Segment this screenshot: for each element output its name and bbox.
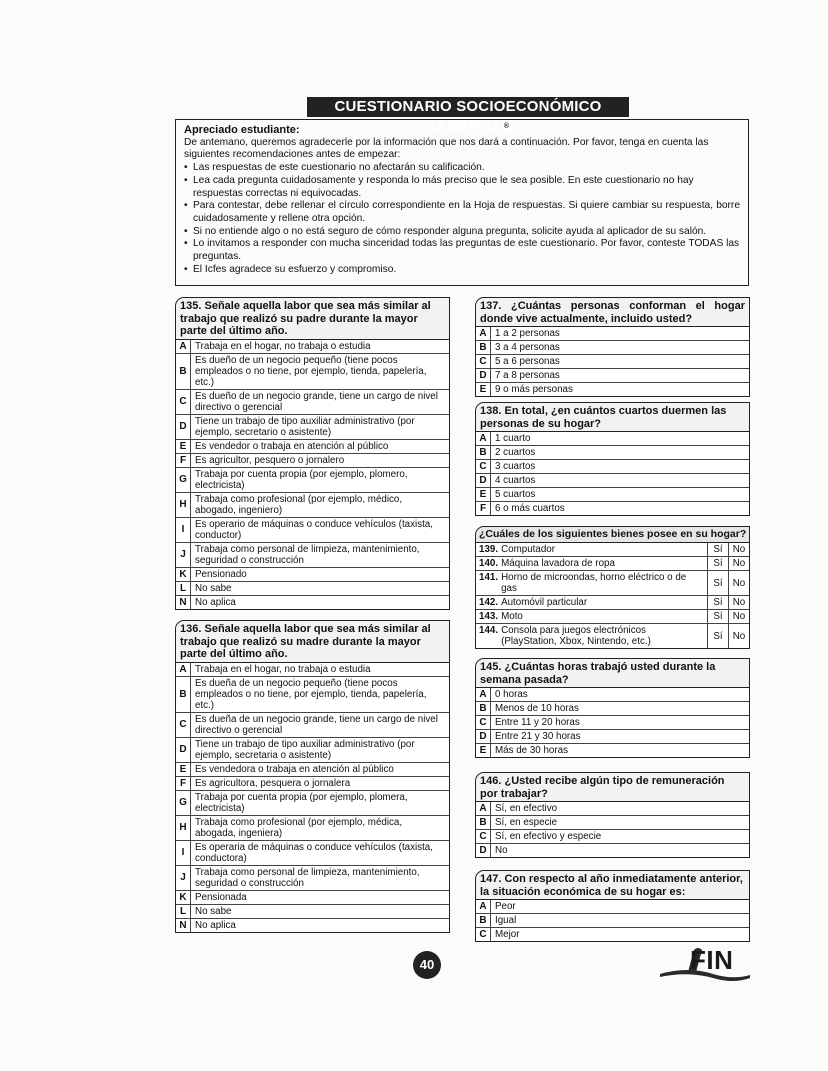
option-row[interactable] [176, 354, 449, 390]
option-text: Es dueña de un negocio grande, tiene un cargo de nivel directivo o gerencial [195, 713, 438, 736]
question-text: ¿Cuántas personas conforman el hogar donde vive actualmente, incluido usted? [480, 300, 745, 325]
fin-text: FIN [690, 945, 734, 975]
option-row[interactable] [476, 327, 749, 341]
option-letter: I [176, 841, 191, 865]
page-number: 40 [413, 951, 441, 979]
option-letter: J [176, 866, 191, 890]
option-letter: F [476, 502, 491, 515]
option-letter: B [476, 702, 491, 715]
option-row[interactable] [476, 716, 749, 730]
option-letter: L [176, 905, 191, 918]
intro-bullet: • Si no entiende algo o no está seguro de cómo responder alguna pregunta, solicite ayuda al aplicador de su salón. [184, 226, 740, 239]
option-letter: G [176, 791, 191, 815]
goods-item-number: 140. [479, 558, 499, 569]
title-tag: ® [503, 123, 510, 131]
option-text: Es dueño de un negocio pequeño (tiene pocos empleados o no tiene, por ejemplo, tienda, papelería, etc.) [195, 354, 427, 388]
option-text: 7 a 8 personas [495, 370, 560, 381]
option-letter: D [476, 369, 491, 382]
option-row[interactable] [476, 383, 749, 396]
option-text: 4 cuartos [495, 475, 536, 486]
question-text: Señale aquella labor que sea más similar al trabajo que realizó su padre durante la mayor parte del último año. [180, 300, 431, 337]
question-145-header [476, 659, 749, 688]
option-row[interactable] [176, 568, 449, 582]
option-text: Peor [495, 901, 516, 912]
option-row[interactable] [476, 432, 749, 446]
option-letter: D [476, 474, 491, 487]
goods-row [476, 610, 749, 624]
option-row[interactable] [176, 596, 449, 609]
option-letter: A [476, 688, 491, 701]
option-letter: B [176, 677, 191, 712]
question-number: 135. [180, 300, 202, 312]
option-row[interactable] [476, 474, 749, 488]
option-row[interactable] [176, 582, 449, 596]
option-letter: A [476, 327, 491, 340]
goods-item-text: Moto [501, 611, 523, 622]
option-text: 1 a 2 personas [495, 328, 560, 339]
option-row[interactable] [476, 844, 749, 857]
option-text: Menos de 10 horas [495, 703, 579, 714]
question-136-header [176, 621, 449, 663]
no-option[interactable]: No [728, 543, 749, 556]
option-row[interactable] [176, 518, 449, 543]
option-letter: F [176, 454, 191, 467]
option-text: Es operaria de máquinas o conduce vehículos (taxista, conductora) [195, 841, 433, 864]
goods-item-text: Consola para juegos electrónicos (PlayStation, Xbox, Nintendo, etc.) [501, 625, 651, 647]
option-row[interactable] [476, 502, 749, 515]
option-letter: N [176, 919, 191, 932]
option-letter: C [476, 716, 491, 729]
goods-item-text: Máquina lavadora de ropa [501, 558, 615, 569]
option-row[interactable] [476, 730, 749, 744]
option-text: Es vendedor o trabaja en atención al público [195, 440, 389, 452]
option-text: 3 a 4 personas [495, 342, 560, 353]
option-row[interactable] [176, 543, 449, 568]
yes-option[interactable]: Sí [707, 624, 728, 648]
option-letter: B [476, 914, 491, 927]
fin-logo [658, 944, 753, 984]
option-text: Es dueña de un negocio pequeño (tiene pocos empleados o no tiene, por ejemplo, tienda, papelería, etc.) [195, 677, 427, 711]
option-text: Es agricultor, pesquero o jornalero [195, 454, 345, 466]
option-letter: D [176, 738, 191, 762]
option-row[interactable] [176, 663, 449, 677]
option-row[interactable] [476, 488, 749, 502]
option-row[interactable] [476, 744, 749, 757]
option-row[interactable] [476, 688, 749, 702]
option-row[interactable] [476, 341, 749, 355]
option-row[interactable] [176, 816, 449, 841]
option-row[interactable] [176, 891, 449, 905]
option-text: Es dueño de un negocio grande, tiene un cargo de nivel directivo o gerencial [195, 390, 438, 413]
no-option[interactable]: No [728, 596, 749, 609]
page-title [307, 97, 629, 135]
option-letter: J [176, 543, 191, 567]
no-option[interactable]: No [728, 610, 749, 623]
option-row[interactable] [476, 928, 749, 941]
option-text: Pensionada [195, 891, 247, 903]
question-number: 137. [480, 300, 502, 312]
question-text: En total, ¿en cuántos cuartos duermen las personas de su hogar? [480, 405, 727, 430]
option-row[interactable] [476, 816, 749, 830]
goods-item [476, 571, 707, 595]
question-145-options [476, 688, 749, 757]
question-135-header [176, 298, 449, 340]
option-row[interactable] [176, 738, 449, 763]
option-row[interactable] [476, 914, 749, 928]
option-text: Trabaja en el hogar, no trabaja o estudia [195, 340, 371, 352]
page-title-text: CUESTIONARIO SOCIOECONÓMICO SABER 11 [334, 98, 602, 135]
question-number: 147. [480, 873, 502, 885]
option-text: 2 cuartos [495, 447, 536, 458]
question-147-options [476, 900, 749, 941]
option-row[interactable] [176, 440, 449, 454]
option-letter: F [176, 777, 191, 790]
goods-item [476, 557, 707, 570]
option-letter: A [476, 900, 491, 913]
option-letter: E [476, 744, 491, 757]
goods-item-text: Computador [501, 544, 555, 555]
goods-item-number: 142. [479, 597, 499, 608]
goods-item-number: 141. [479, 572, 499, 583]
question-147-header [476, 871, 749, 900]
option-letter: C [476, 830, 491, 843]
option-letter: I [176, 518, 191, 542]
intro-box [175, 119, 749, 286]
intro-bullet: • Para contestar, debe rellenar el círculo correspondiente en la Hoja de respuestas. Si quiere cambiar su respuesta, borre cuidadosamente y rellene otra opción. [184, 200, 740, 225]
option-row[interactable] [476, 369, 749, 383]
option-text: Trabaja por cuenta propia (por ejemplo, plomera, electricista) [195, 791, 408, 814]
no-option[interactable]: No [728, 624, 749, 648]
option-letter: C [176, 390, 191, 414]
option-text: Entre 11 y 20 horas [495, 717, 580, 728]
yes-option[interactable]: Sí [707, 610, 728, 623]
option-text: 6 o más cuartos [495, 503, 565, 514]
option-letter: K [176, 568, 191, 581]
question-147 [475, 870, 750, 942]
option-text: Sí, en efectivo [495, 803, 558, 814]
option-letter: E [176, 763, 191, 776]
question-number: 145. [480, 661, 502, 673]
goods-item-number: 139. [479, 544, 499, 555]
option-row[interactable] [476, 460, 749, 474]
goods-row [476, 543, 749, 557]
goods-row [476, 596, 749, 610]
yes-option[interactable]: Sí [707, 571, 728, 595]
option-text: Tiene un trabajo de tipo auxiliar administrativo (por ejemplo, secretaria o asistente) [195, 738, 415, 761]
question-138 [475, 402, 750, 516]
option-letter: B [476, 816, 491, 829]
no-option[interactable]: No [728, 557, 749, 570]
question-145 [475, 658, 750, 758]
question-136-options [176, 663, 449, 932]
option-letter: H [176, 816, 191, 840]
option-row[interactable] [176, 677, 449, 713]
option-row[interactable] [476, 900, 749, 914]
intro-bullet: • Lo invitamos a responder con mucha sinceridad todas las preguntas de este cuestionario. Por favor, conteste TODAS las preguntas. [184, 238, 740, 263]
option-letter: E [476, 383, 491, 396]
option-row[interactable] [176, 340, 449, 354]
option-letter: E [476, 488, 491, 501]
no-option[interactable]: No [728, 571, 749, 595]
option-letter: G [176, 468, 191, 492]
option-letter: A [176, 663, 191, 676]
intro-bullet: • El Icfes agradece su esfuerzo y compromiso. [184, 264, 740, 277]
option-row[interactable] [176, 390, 449, 415]
option-text: No [495, 845, 508, 856]
option-text: Sí, en efectivo y especie [495, 831, 602, 842]
option-text: Es operario de máquinas o conduce vehículos (taxista, conductor) [195, 518, 433, 541]
option-row[interactable] [176, 713, 449, 738]
question-137-options [476, 327, 749, 396]
goods-item [476, 543, 707, 556]
goods-table-heading: ¿Cuáles de los siguientes bienes posee en su hogar? [476, 527, 749, 543]
option-row[interactable] [176, 415, 449, 440]
option-text: 0 horas [495, 689, 528, 700]
question-137 [475, 297, 750, 397]
option-letter: E [176, 440, 191, 453]
option-letter: A [476, 802, 491, 815]
question-number: 138. [480, 405, 502, 417]
option-letter: B [476, 446, 491, 459]
option-text: Tiene un trabajo de tipo auxiliar administrativo (por ejemplo, secretario o asistente) [195, 415, 415, 438]
goods-item [476, 596, 707, 609]
option-text: Trabaja en el hogar, no trabaja o estudia [195, 663, 371, 675]
option-text: Sí, en especie [495, 817, 558, 828]
yes-option[interactable]: Sí [707, 557, 728, 570]
option-text: Entre 21 y 30 horas [495, 731, 581, 742]
intro-bullets [184, 162, 740, 276]
goods-table-rows [476, 543, 749, 648]
option-text: Es agricultora, pesquera o jornalera [195, 777, 351, 789]
option-text: 3 cuartos [495, 461, 536, 472]
goods-row [476, 557, 749, 571]
option-row[interactable] [476, 802, 749, 816]
option-text: Trabaja como profesional (por ejemplo, médico, abogado, ingeniero) [195, 493, 403, 516]
option-letter: A [176, 340, 191, 353]
option-text: No sabe [195, 582, 232, 594]
option-row[interactable] [176, 905, 449, 919]
intro-bullet: • Lea cada pregunta cuidadosamente y responda lo más preciso que le sea posible. En este cuestionario no hay respuestas correctas ni equivocadas. [184, 175, 740, 200]
option-text: Trabaja como personal de limpieza, mantenimiento, seguridad o construcción [195, 543, 420, 566]
option-text: 9 o más personas [495, 384, 573, 395]
question-136 [175, 620, 450, 933]
intro-heading: Apreciado estudiante: [184, 124, 300, 136]
option-text: Trabaja como profesional (por ejemplo, médica, abogada, ingeniera) [195, 816, 403, 839]
goods-table [475, 526, 750, 649]
option-text: Pensionado [195, 568, 247, 580]
intro-paragraph: De antemano, queremos agradecerle por la información que nos dará a continuación. Por favor, tenga en cuenta las siguientes recomendaciones antes de empezar: [184, 136, 709, 161]
option-row[interactable] [176, 763, 449, 777]
option-letter: C [476, 355, 491, 368]
option-text: Mejor [495, 929, 520, 940]
option-text: Es vendedora o trabaja en atención al público [195, 763, 394, 775]
goods-item-text: Horno de microondas, horno eléctrico o de gas [501, 572, 687, 594]
option-row[interactable] [176, 777, 449, 791]
question-135-options [176, 340, 449, 609]
question-146-header [476, 773, 749, 802]
goods-item-number: 144. [479, 625, 499, 636]
option-row[interactable] [176, 866, 449, 891]
question-135 [175, 297, 450, 610]
option-letter: L [176, 582, 191, 595]
option-letter: D [476, 730, 491, 743]
option-row[interactable] [476, 702, 749, 716]
option-text: No aplica [195, 919, 236, 931]
question-146-options [476, 802, 749, 857]
option-letter: C [176, 713, 191, 737]
option-row[interactable] [176, 919, 449, 932]
option-text: Más de 30 horas [495, 745, 568, 756]
option-row[interactable] [476, 446, 749, 460]
option-letter: B [476, 341, 491, 354]
question-146 [475, 772, 750, 858]
option-text: Trabaja por cuenta propia (por ejemplo, plomero, electricista) [195, 468, 408, 491]
goods-item [476, 624, 707, 648]
question-text: ¿Usted recibe algún tipo de remuneración por trabajar? [480, 775, 725, 800]
question-text: Con respecto al año inmediatamente anterior, la situación económica de su hogar es: [480, 873, 743, 898]
option-row[interactable] [476, 355, 749, 369]
option-row[interactable] [476, 830, 749, 844]
question-number: 146. [480, 775, 502, 787]
option-letter: D [476, 844, 491, 857]
option-row[interactable] [176, 841, 449, 866]
option-letter: N [176, 596, 191, 609]
option-text: 5 a 6 personas [495, 356, 560, 367]
yes-option[interactable]: Sí [707, 543, 728, 556]
goods-item [476, 610, 707, 623]
option-row[interactable] [176, 493, 449, 518]
question-text: Señale aquella labor que sea más similar al trabajo que realizó su madre durante la mayor parte del último año. [180, 623, 431, 660]
goods-item-number: 143. [479, 611, 499, 622]
option-letter: A [476, 432, 491, 445]
option-row[interactable] [176, 454, 449, 468]
option-text: Igual [495, 915, 517, 926]
option-row[interactable] [176, 791, 449, 816]
option-letter: H [176, 493, 191, 517]
goods-row [476, 571, 749, 596]
option-text: No sabe [195, 905, 232, 917]
question-text: ¿Cuántas horas trabajó usted durante la semana pasada? [480, 661, 716, 686]
question-number: 136. [180, 623, 202, 635]
question-137-header [476, 298, 749, 327]
yes-option[interactable]: Sí [707, 596, 728, 609]
question-138-options [476, 432, 749, 515]
option-text: 5 cuartos [495, 489, 536, 500]
option-text: No aplica [195, 596, 236, 608]
option-letter: C [476, 460, 491, 473]
option-text: Trabaja como personal de limpieza, mantenimiento, seguridad o construcción [195, 866, 420, 889]
intro-bullet: • Las respuestas de este cuestionario no afectarán su calificación. [184, 162, 740, 175]
goods-row [476, 624, 749, 648]
option-letter: D [176, 415, 191, 439]
option-row[interactable] [176, 468, 449, 493]
goods-item-text: Automóvil particular [501, 597, 588, 608]
question-138-header [476, 403, 749, 432]
option-text: 1 cuarto [495, 433, 531, 444]
option-letter: C [476, 928, 491, 941]
option-letter: B [176, 354, 191, 389]
option-letter: K [176, 891, 191, 904]
